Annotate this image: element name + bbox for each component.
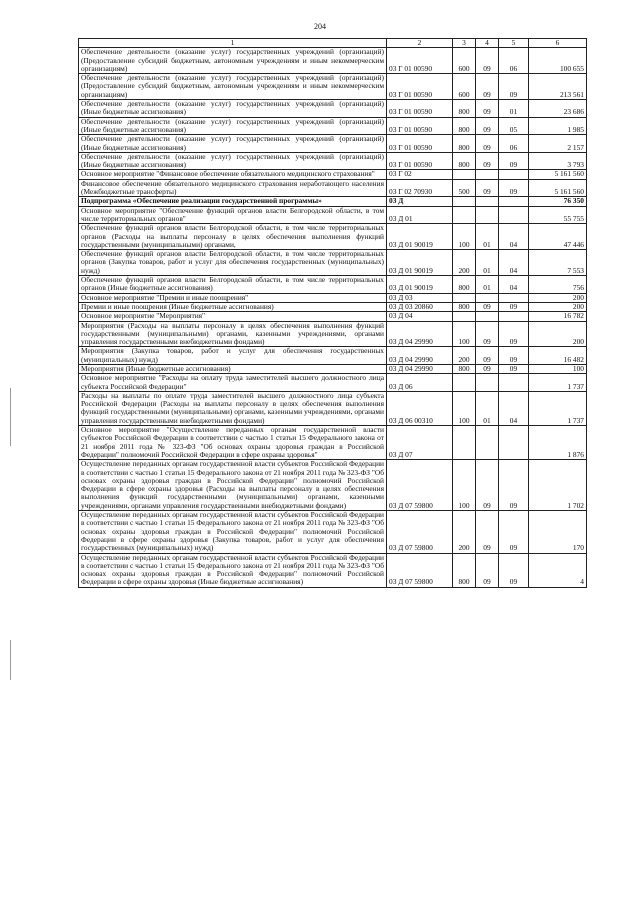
row-pr-cell: 09 [499,302,529,311]
row-vr-cell: 800 [453,135,476,153]
row-rz-cell [476,426,499,460]
table-row [79,276,587,294]
row-vr-cell: 800 [453,100,476,118]
row-rz-cell: 01 [476,391,499,425]
row-sum-cell: 170 [529,511,587,553]
row-vr-cell [453,374,476,392]
row-name-cell: Подпрограмма «Обеспечение реализации государственной программы» [79,197,387,206]
row-vr-cell: 200 [453,511,476,553]
row-pr-cell: 09 [499,74,529,100]
row-rz-cell: 01 [476,224,499,250]
row-code-cell: 03 Г 01 00590 [387,117,453,135]
row-name-cell: Обеспечение функций органов власти Белгородской области, в том числе территориальных органов (Закупка товаров, работ и услуг для обеспечения государственных (муниципальных) нужд) [79,250,387,276]
row-code-cell: 03 Д 01 [387,206,453,224]
row-sum-cell: 16 782 [529,312,587,321]
row-sum-cell: 47 446 [529,224,587,250]
table-row [79,206,587,224]
row-sum-cell: 200 [529,302,587,311]
row-sum-cell: 2 157 [529,135,587,153]
row-vr-cell: 200 [453,250,476,276]
row-vr-cell: 600 [453,48,476,74]
row-code-cell: 03 Д 04 29990 [387,347,453,365]
row-rz-cell: 01 [476,276,499,294]
row-name-cell: Основное мероприятие "Обеспечение функций органов власти Белгородской области, в том числе территориальных органов" [79,206,387,224]
row-vr-cell [453,293,476,302]
table-row [79,511,587,553]
table-row [79,391,587,425]
binding-margin-mark [10,388,11,446]
table-row [79,426,587,460]
row-rz-cell: 09 [476,460,499,511]
row-pr-cell: 09 [499,347,529,365]
row-pr-cell [499,293,529,302]
page-number: 204 [314,22,326,31]
row-sum-cell: 200 [529,293,587,302]
row-code-cell: 03 Г 01 00590 [387,74,453,100]
row-rz-cell: 09 [476,511,499,553]
row-vr-cell [453,312,476,321]
row-code-cell: 03 Д 06 00310 [387,391,453,425]
row-code-cell: 03 Д 07 59800 [387,511,453,553]
row-vr-cell: 100 [453,224,476,250]
row-name-cell: Осуществление переданных органам государственной власти субъектов Российской Федерации в соответствии с частью 1 статьи 15 Федерального закона от 21 ноября 2011 года № 323-ФЗ "Об основах охраны здоровья граждан в Российской Федерации" полномочий Российской Федерации в сфере охраны здоровья (Иные бюджетные ассигнования) [79,553,387,587]
row-pr-cell: 09 [499,321,529,347]
row-name-cell: Премии и иные поощрения (Иные бюджетные ассигнования) [79,302,387,311]
row-vr-cell: 800 [453,276,476,294]
row-name-cell: Обеспечение функций органов власти Белгородской области, в том числе территориальных органов (Расходы на выплаты персоналу в целях обеспечения выполнения функций государственными (муниципальными) органами, [79,224,387,250]
row-code-cell: 03 Д 07 [387,426,453,460]
row-name-cell: Основное мероприятие "Мероприятия" [79,312,387,321]
column-header: 1 [79,39,387,48]
row-code-cell: 03 Д 06 [387,374,453,392]
row-code-cell: 03 Г 01 00590 [387,100,453,118]
table-row [79,321,587,347]
column-header: 4 [476,39,499,48]
row-pr-cell [499,170,529,179]
table-row [79,100,587,118]
row-vr-cell [453,206,476,224]
row-sum-cell: 55 755 [529,206,587,224]
row-rz-cell: 09 [476,179,499,197]
binding-margin-mark [10,640,11,680]
row-name-cell: Расходы на выплаты по оплате труда заместителей высшего должностного лица субъекта Российской Федерации (Расходы на выплаты персоналу в целях обеспечения выполнения функций государственными (муниципальными) органами, казенными учреждениями, органами управления государственными внебюджетными фондами) [79,391,387,425]
row-rz-cell: 09 [476,321,499,347]
budget-table [78,38,587,588]
row-code-cell: 03 Д 03 20860 [387,302,453,311]
row-sum-cell: 200 [529,321,587,347]
row-pr-cell [499,197,529,206]
row-vr-cell: 800 [453,553,476,587]
row-rz-cell: 01 [476,250,499,276]
table-row [79,197,587,206]
row-name-cell: Мероприятия (Расходы на выплаты персоналу в целях обеспечения выполнения функций государственными (муниципальными) органами, казенными учреждениями, органами управления государственными внебюджетными фондами) [79,321,387,347]
row-code-cell: 03 Д 04 29990 [387,321,453,347]
table-row [79,374,587,392]
row-code-cell: 03 Д 01 90019 [387,250,453,276]
row-name-cell: Мероприятия (Иные бюджетные ассигнования) [79,364,387,373]
row-rz-cell: 09 [476,364,499,373]
row-rz-cell: 09 [476,48,499,74]
row-rz-cell: 09 [476,135,499,153]
row-code-cell: 03 Д [387,197,453,206]
row-vr-cell: 800 [453,117,476,135]
row-code-cell: 03 Г 01 00590 [387,48,453,74]
table-row [79,364,587,373]
row-rz-cell: 09 [476,553,499,587]
row-pr-cell: 01 [499,100,529,118]
row-sum-cell: 7 553 [529,250,587,276]
row-pr-cell: 09 [499,460,529,511]
row-code-cell: 03 Д 07 59800 [387,553,453,587]
row-pr-cell [499,374,529,392]
row-pr-cell: 06 [499,48,529,74]
row-pr-cell [499,426,529,460]
column-header: 6 [529,39,587,48]
row-name-cell: Основное мероприятие "Премии и иные поощрения" [79,293,387,302]
row-vr-cell: 800 [453,364,476,373]
table-row [79,152,587,170]
row-sum-cell: 3 793 [529,152,587,170]
row-name-cell: Обеспечение деятельности (оказание услуг) государственных учреждений (организаций) (Иные бюджетные ассигнования) [79,117,387,135]
row-pr-cell: 09 [499,179,529,197]
row-code-cell: 03 Д 04 29990 [387,364,453,373]
row-name-cell: Обеспечение деятельности (оказание услуг) государственных учреждений (организаций) (Иные бюджетные ассигнования) [79,100,387,118]
column-header: 5 [499,39,529,48]
row-vr-cell: 100 [453,321,476,347]
row-sum-cell: 16 482 [529,347,587,365]
row-name-cell: Основное мероприятие "Финансовое обеспечение обязательного медицинского страхования" [79,170,387,179]
row-code-cell: 03 Г 02 70930 [387,179,453,197]
column-header: 2 [387,39,453,48]
row-rz-cell [476,374,499,392]
row-code-cell: 03 Д 01 90019 [387,276,453,294]
row-sum-cell: 1 876 [529,426,587,460]
row-name-cell: Основное мероприятие "Осуществление переданных органам государственной власти субъектов Российской Федерации в соответствии с частью 1 статьи 15 Федерального закона от 21 ноября 2011 года № 323-ФЗ "Об основах охраны здоровья граждан в Российской Федерации" полномочий Российской Федерации в сфере охраны здоровья" [79,426,387,460]
row-sum-cell: 100 [529,364,587,373]
row-vr-cell: 600 [453,74,476,100]
table-row [79,312,587,321]
row-vr-cell: 800 [453,152,476,170]
row-rz-cell: 09 [476,100,499,118]
row-code-cell: 03 Д 07 59800 [387,460,453,511]
row-rz-cell: 09 [476,152,499,170]
row-name-cell: Обеспечение деятельности (оказание услуг) государственных учреждений (организаций) (Иные бюджетные ассигнования) [79,135,387,153]
row-name-cell: Обеспечение деятельности (оказание услуг) государственных учреждений (организаций) (Предоставление субсидий бюджетным, автономным учреждениям и иным некоммерческим организациям) [79,48,387,74]
row-vr-cell: 500 [453,179,476,197]
table-row [79,250,587,276]
row-vr-cell [453,197,476,206]
row-name-cell: Осуществление переданных органам государственной власти субъектов Российской Федерации в соответствии с частью 1 статьи 15 Федерального закона от 21 ноября 2011 года № 323-ФЗ "Об основах охраны здоровья граждан в Российской Федерации" полномочий Российской Федерации в сфере охраны здоровья (Закупка товаров, работ и услуг для обеспечения государственных (муниципальных) нужд) [79,511,387,553]
table-row [79,117,587,135]
row-pr-cell: 09 [499,152,529,170]
row-code-cell: 03 Д 03 [387,293,453,302]
table-row [79,224,587,250]
row-code-cell: 03 Д 01 90019 [387,224,453,250]
row-pr-cell: 09 [499,511,529,553]
row-sum-cell: 5 161 560 [529,179,587,197]
row-pr-cell: 09 [499,364,529,373]
table-row [79,302,587,311]
column-header: 3 [453,39,476,48]
row-name-cell: Обеспечение функций органов власти Белгородской области, в том числе территориальных органов (Иные бюджетные ассигнования) [79,276,387,294]
row-name-cell: Осуществление переданных органам государственной власти субъектов Российской Федерации в соответствии с частью 1 статьи 15 Федерального закона от 21 ноября 2011 года № 323-ФЗ "Об основах охраны здоровья граждан в Российской Федерации" полномочий Российской Федерации в сфере охраны здоровья (Расходы на выплаты персоналу в целях обеспечения выполнения функций государственными (муниципальными) органами, казенными учреждениями, органами управления государственными внебюджетными фондами) [79,460,387,511]
row-name-cell: Мероприятия (Закупка товаров, работ и услуг для обеспечения государственных (муниципальных) нужд) [79,347,387,365]
row-sum-cell: 1 702 [529,460,587,511]
table-header-row [79,39,587,48]
table-row [79,293,587,302]
row-rz-cell [476,197,499,206]
row-sum-cell: 76 350 [529,197,587,206]
table-row [79,460,587,511]
table-row [79,135,587,153]
row-vr-cell [453,170,476,179]
row-rz-cell [476,206,499,224]
row-sum-cell: 1 737 [529,391,587,425]
row-pr-cell [499,312,529,321]
row-pr-cell: 04 [499,250,529,276]
row-vr-cell [453,426,476,460]
row-code-cell: 03 Г 01 00590 [387,135,453,153]
row-vr-cell: 100 [453,391,476,425]
row-rz-cell: 09 [476,117,499,135]
row-vr-cell: 100 [453,460,476,511]
row-pr-cell: 06 [499,135,529,153]
table-row [79,553,587,587]
table-row [79,170,587,179]
row-pr-cell: 09 [499,553,529,587]
row-name-cell: Обеспечение деятельности (оказание услуг) государственных учреждений (организаций) (Предоставление субсидий бюджетным, автономным учреждениям и иным некоммерческим организациям) [79,74,387,100]
row-sum-cell: 213 561 [529,74,587,100]
row-sum-cell: 100 655 [529,48,587,74]
row-sum-cell: 23 686 [529,100,587,118]
row-vr-cell: 800 [453,302,476,311]
row-code-cell: 03 Д 04 [387,312,453,321]
row-pr-cell: 04 [499,224,529,250]
row-rz-cell: 09 [476,347,499,365]
row-pr-cell: 04 [499,391,529,425]
row-rz-cell: 09 [476,302,499,311]
row-rz-cell: 09 [476,74,499,100]
row-pr-cell: 05 [499,117,529,135]
row-name-cell: Финансовое обеспечение обязательного медицинского страхования неработающего населения (Межбюджетные трансферты) [79,179,387,197]
row-name-cell: Обеспечение деятельности (оказание услуг) государственных учреждений (организаций) (Иные бюджетные ассигнования) [79,152,387,170]
row-rz-cell [476,170,499,179]
row-vr-cell: 200 [453,347,476,365]
table-row [79,48,587,74]
table-row [79,179,587,197]
row-name-cell: Основное мероприятие "Расходы на оплату труда заместителей высшего должностного лица субъекта Российской Федерации" [79,374,387,392]
row-pr-cell [499,206,529,224]
row-rz-cell [476,312,499,321]
row-sum-cell: 4 [529,553,587,587]
table-row [79,347,587,365]
row-sum-cell: 1 985 [529,117,587,135]
row-code-cell: 03 Г 02 [387,170,453,179]
row-sum-cell: 756 [529,276,587,294]
row-rz-cell [476,293,499,302]
row-sum-cell: 1 737 [529,374,587,392]
table-row [79,74,587,100]
row-pr-cell: 04 [499,276,529,294]
row-code-cell: 03 Г 01 00590 [387,152,453,170]
row-sum-cell: 5 161 560 [529,170,587,179]
